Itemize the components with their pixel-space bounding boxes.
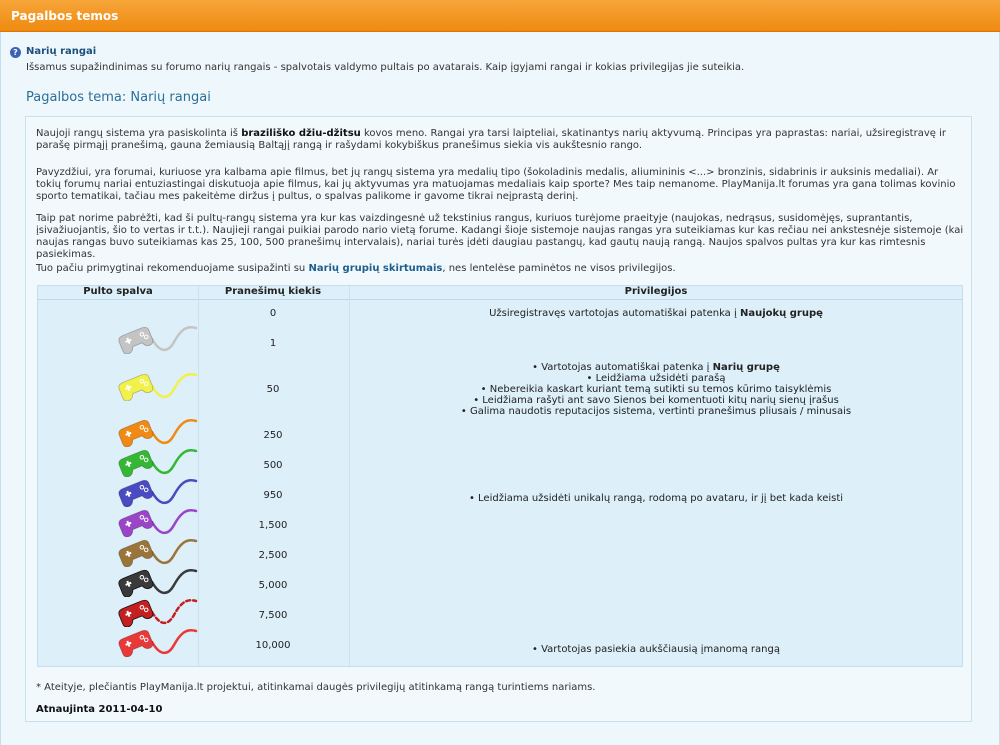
privilege-item: • Galima naudotis reputacijos sistema, vertinti pranešimus pliusais / minusais [460,406,852,417]
post-count: 250 [263,430,283,441]
newbies-group: Naujokų grupę [739,308,823,319]
intro-p1-text-a: Naujoji rangų sistema yra pasiskolinta iš [36,128,242,139]
intro-paragraph-4 [36,263,964,275]
post-count: 7,500 [258,610,288,621]
privilege-item: • Nebereikia kaskart kuriant temą sutikti su temos kūrimo taisyklėmis [480,384,832,395]
member-groups-link[interactable]: Narių grupių skirtumais [308,263,443,274]
topic-title[interactable]: Narių rangai [26,46,97,57]
privilege-rank-950: • Leidžiama užsidėti unikalų rangą, rodomą po avataru, ir jį bet kada keisti [468,493,844,504]
intro-paragraph-1 [36,128,964,152]
privilege-rank-0-text: Užsiregistravęs vartotojas automatiškai patenka į [489,308,740,319]
privilege-item: • Leidžiama rašyti ant savo Sienos bei komentuoti kitų narių sienų įrašus [473,395,839,406]
intro-paragraph-2: Pavyzdžiui, yra forumai, kuriuose yra kalbama apie filmus, bet jų rangų sistema yra medalių tipo (šokoladinis medalis, aliumininis <...> bronzinis, sidabrinis ir auksinis medaliai). Ar tokių forumų nariai entuziastingai diskutuoja apie filmus, kai jų aktyvumas yra matuojamas medaliais kaip sporte? Mes taip nemanome. PlayManija.lt forumas yra gana tolimas kovinio sporto tematikai, tačiau mes pakeitėme diržus į pultus, o spalvas palikome ir gavome tikrai neįprastą derinį. [36,167,956,202]
privilege-rank-0 [350,308,962,319]
intro-p1-text-b: kovos meno. Rangai yra tarsi laipteliai, skatinantys narių aktyvumą. Principas yra paprastas: nariai, užsiregistravę ir parašę pirmąjį pranešimą, gauna žemiausią Baltąjį rangą ir rašydami kokybiškus pranešimus siekia vis aukštesnio rango. [36,128,946,151]
post-count: 2,500 [258,550,288,561]
privilege-item-text: • Vartotojas automatiškai patenka į [532,362,713,373]
section-title: Pagalbos tema: Narių rangai [26,90,211,105]
controller-pad-brown-icon [108,533,200,567]
header-divider [38,299,962,300]
intro-p1-bold: braziliško džiu-džitsu [241,128,361,139]
column-divider [349,286,350,666]
ranks-table [37,285,963,667]
topic-description: Išsamus supažindinimas su forumo narių rangais - spalvotais valdymo pultais po avatarais. Kaip įgyjami rangai ir kokias privilegijas jie suteikia. [26,62,745,73]
post-count: 1,500 [258,520,288,531]
post-count: 1 [269,338,277,349]
controller-pad-white-icon [108,320,200,354]
members-group: Narių grupę [712,362,780,373]
controller-pad-black-red-icon [108,593,200,627]
controller-pad-red-icon [108,623,200,657]
header-privileges: Privilegijos [624,286,688,297]
post-count: 5,000 [258,580,288,591]
header-pad-color: Pulto spalva [83,286,153,297]
privilege-rank-50 [350,362,962,417]
intro-p4-text-b: , nes lentelėse paminėtos ne visos privilegijos. [442,263,676,274]
intro-p4-text-a: Tuo pačiu primygtinai rekomenduojame susipažinti su [36,263,309,274]
controller-pad-green-icon [108,443,200,477]
controller-pad-purple-icon [108,503,200,537]
post-count: 10,000 [255,640,291,651]
controller-pad-yellow-icon [108,367,200,401]
header-post-count: Pranešimų kiekis [224,286,322,297]
privilege-item: • Leidžiama užsidėti parašą [586,373,726,384]
help-content [25,116,972,722]
privilege-rank-10000: • Vartotojas pasiekia aukščiausią įmanomą rangą [532,644,780,655]
last-updated: Atnaujinta 2011-04-10 [36,704,163,715]
post-count: 0 [269,308,277,319]
header-title: Pagalbos temos [11,9,119,23]
footnote: * Ateityje, plečiantis PlayManija.lt projektui, atitinkamai daugės privilegijų atitinkamą rangą turintiems nariams. [36,682,596,693]
controller-pad-blue-icon [108,473,200,507]
question-icon: ? [10,47,21,58]
controller-pad-black-icon [108,563,200,597]
intro-paragraph-3: Taip pat norime pabrėžti, kad ši pultų-rangų sistema yra kur kas vaizdingesnė už tekstinius rangus, kuriuos turėjome praeityje (naujokas, nedrąsus, susidomėjęs, suprantantis, įsivažiuojantis, šio to vertas ir t.t.). Naujieji rangai puikiai parodo nario vietą forume. Kadangi šioje sistemoje naujas rangas yra suteikiamas kur kas rečiau nei ankstesnėje sistemoje (kai naujas rangas buvo suteikiamas kas 25, 100, 500 pranešimų intervalais), nariai turės įdėti daugiau pastangų, kad gautų naują rangą. Naujos spalvos pultas yra kur kas rimtesnis pasiekimas. [36,213,964,260]
page-header [0,0,1000,32]
post-count: 500 [263,460,283,471]
controller-pad-orange-icon [108,413,200,447]
post-count: 50 [266,384,280,395]
privilege-item [350,362,962,373]
post-count: 950 [263,490,283,501]
